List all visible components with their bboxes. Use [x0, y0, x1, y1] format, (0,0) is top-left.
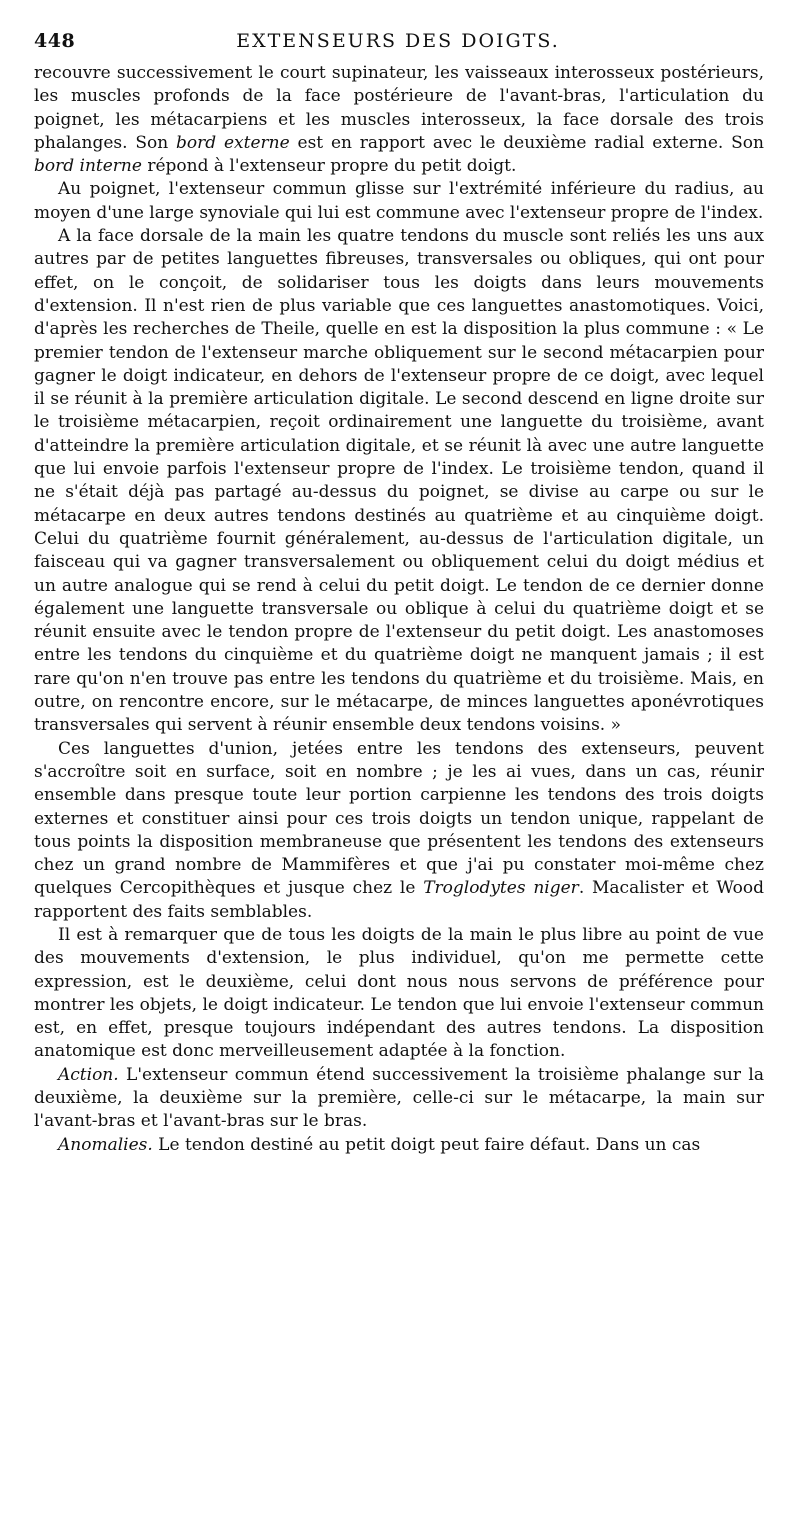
paragraph	[34, 924, 764, 1064]
italic-text: bord interne	[34, 156, 142, 177]
italic-text: Troglodytes niger	[423, 878, 579, 899]
text-run: Il est à remarquer que de tous les doigts de la main le plus libre au point de vue des mouvements d'extension, le plus individuel, qu'on me permette cette expression, est le deuxième, celui dont nous nous servons de préférence pour montrer les objets, le doigt indicateur. Le tendon que lui envoie l'extenseur commun est, en effet, presque toujours indépendant des autres tendons. La disposition anatomique est donc merveilleusement adaptée à la fonction.	[34, 924, 764, 1062]
text-run: répond à l'extenseur propre du petit doigt.	[141, 156, 517, 177]
text-run: A la face dorsale de la main les quatre tendons du muscle sont reliés les uns aux autres par de petites languettes fibreuses, transversales ou obliques, qui ont pour effet, on le conçoit, de solidariser tous les doigts dans leurs mouvements d'extension. Il n'est rien de plus variable que ces languettes anastomotiques. Voici, d'après les recherches de Theile, quelle en est la disposition la plus commune : « Le premier tendon de l'extenseur marche obliquement sur le second métacarpien pour gagner le doigt indicateur, en dehors de l'extenseur propre de ce doigt, avec lequel il se réunit à la première articulation digitale. Le second descend en ligne droite sur le troisième métacarpien, reçoit ordinairement une languette du troisième, avant d'atteindre la première articulation digitale, et se réunit là avec une autre languette que lui envoie parfois l'extenseur propre de l'index. Le troisième tendon, quand il ne s'était déjà pas partagé au-dessus du poignet, se divise au carpe ou sur le métacarpe en deux autres tendons destinés au quatrième et au cinquième doigt. Celui du quatrième fournit généralement, au-dessus de l'articulation digitale, un faisceau qui va gagner transversalement ou obliquement celui du doigt médius et un autre analogue qui se rend à celui du petit doigt. Le tendon de ce dernier donne également une languette transversale ou oblique à celui du quatrième doigt et se réunit ensuite avec le tendon propre de l'extenseur du petit doigt. Les anastomoses entre les tendons du cinquième et du quatrième doigt ne manquent jamais ; il est rare qu'on n'en trouve pas entre les tendons du quatrième et du troisième. Mais, en outre, on rencontre encore, sur le métacarpe, de minces languettes aponévrotiques transversales qui servent à réunir ensemble deux tendons voisins. »	[34, 226, 764, 736]
text-run: . Macalister et Wood rapportent des faits semblables.	[34, 878, 764, 922]
paragraph	[34, 225, 764, 738]
italic-text: bord externe	[176, 132, 290, 153]
text-run: recouvre successivement le court supinateur, les vaisseaux interosseux postérieurs, les muscles profonds de la face postérieure de l'avant-bras, l'articulation du poignet, les métacarpiens et les muscles interosseux, la face dorsale des trois phalanges. Son	[34, 63, 764, 153]
page-header	[34, 30, 762, 58]
italic-text: Action.	[58, 1064, 119, 1085]
text-run: L'extenseur commun étend successivement la troisième phalange sur la deuxième, la deuxième sur la première, celle-ci sur le métacarpe, la main sur l'avant-bras et l'avant-bras sur le bras.	[34, 1064, 764, 1132]
paragraph	[34, 1064, 764, 1134]
text-run: Le tendon destiné au petit doigt peut faire défaut. Dans un cas	[152, 1134, 701, 1155]
paragraph	[34, 178, 764, 225]
page-body	[34, 62, 764, 1157]
text-run: est en rapport avec le deuxième radial externe. Son	[289, 132, 764, 153]
italic-text: Anomalies.	[58, 1134, 153, 1155]
text-run: Au poignet, l'extenseur commun glisse sur l'extrémité inférieure du radius, au moyen d'une large synoviale qui lui est commune avec l'extenseur propre de l'index.	[34, 179, 764, 223]
paragraph	[34, 738, 764, 924]
running-title: EXTENSEURS DES DOIGTS.	[236, 30, 560, 52]
text-run: Ces languettes d'union, jetées entre les tendons des extenseurs, peuvent s'accroître soit en surface, soit en nombre ; je les ai vues, dans un cas, réunir ensemble dans presque toute leur portion carpienne les tendons des trois doigts externes et constituer ainsi pour ces trois doigts un tendon unique, rappelant de tous points la disposition membraneuse que présentent les tendons des extenseurs chez un grand nombre de Mammifères et que j'ai pu constater moi-même chez quelques Cercopithèques et jusque chez le	[34, 738, 764, 899]
page-number: 448	[34, 30, 76, 52]
paragraph	[34, 1134, 764, 1157]
paragraph	[34, 62, 764, 178]
